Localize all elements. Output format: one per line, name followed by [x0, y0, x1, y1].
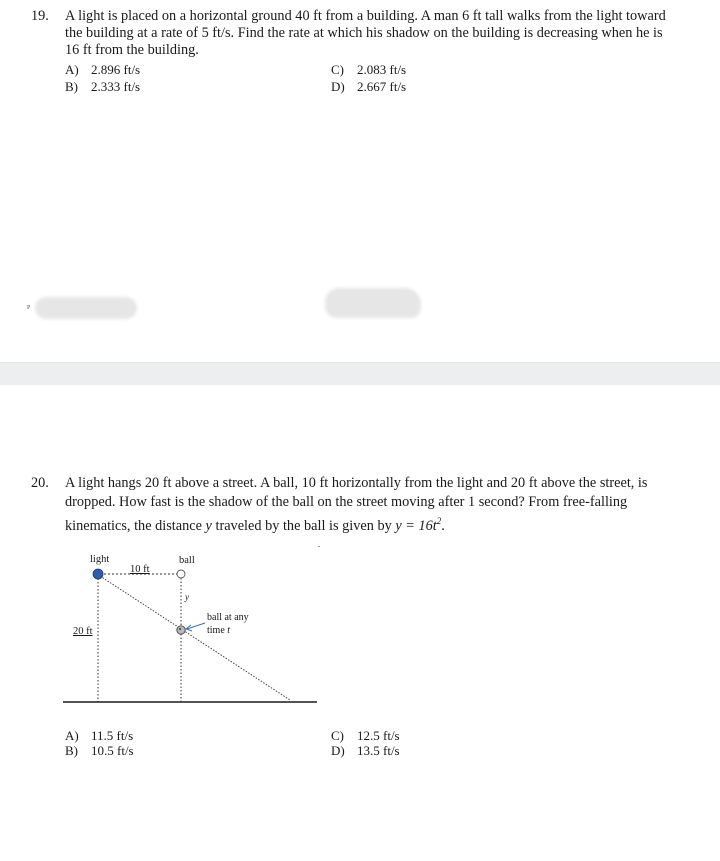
q19-option-c[interactable]: [331, 62, 406, 78]
option-text: 10.5 ft/s: [91, 743, 134, 758]
option-letter: D): [331, 79, 345, 94]
option-letter: A): [65, 62, 79, 77]
option-text: 11.5 ft/s: [91, 728, 134, 743]
q20-option-a[interactable]: [65, 728, 133, 744]
question-19-line-3: 16 ft from the building.: [65, 42, 199, 58]
ball-falling-icon: [177, 626, 185, 634]
question-19-number: 19.: [31, 8, 49, 24]
ball-at-time-label-line-2: [207, 625, 230, 637]
horizontal-distance-label: 10 ft: [130, 564, 150, 575]
line-text: traveled by the ball is given by: [211, 517, 396, 534]
question-20-number: 20.: [31, 475, 49, 491]
question-19-section: [0, 0, 720, 362]
ball-at-time-label-line-1: ball at any: [207, 612, 249, 623]
line-text: .: [441, 517, 445, 534]
option-letter: D): [331, 743, 345, 758]
q19-option-b[interactable]: [65, 79, 140, 95]
stray-mark: P: [27, 305, 31, 311]
ball-falling-icon-detail: [179, 628, 181, 630]
y-distance-label: y: [185, 592, 189, 602]
q19-option-a[interactable]: [65, 62, 140, 78]
option-text: 2.896 ft/s: [91, 62, 141, 77]
option-text: 2.333 ft/s: [91, 79, 141, 94]
diagram-graphic: [0, 385, 720, 861]
variable-y: y: [205, 517, 212, 534]
redaction-smudge-right: [325, 288, 421, 318]
ball-initial-icon: [177, 570, 185, 578]
question-19-line-1: A light is placed on a horizontal ground 40 ft from a building. A man 6 ft tall walks from the light toward: [65, 8, 666, 24]
option-text: 2.667 ft/s: [357, 79, 407, 94]
height-label: 20 ft: [73, 626, 93, 637]
option-text: 13.5 ft/s: [357, 743, 400, 758]
option-text: 2.083 ft/s: [357, 62, 407, 77]
question-19-line-2: the building at a rate of 5 ft/s. Find the rate at which his shadow on the building is decreasing when he is: [65, 25, 663, 41]
option-text: 12.5 ft/s: [357, 728, 400, 743]
option-letter: C): [331, 62, 344, 77]
q20-option-b[interactable]: [65, 743, 134, 759]
equation-exponent: 2: [436, 516, 442, 526]
question-20-line-1: A light hangs 20 ft above a street. A ball, 10 ft horizontally from the light and 20 ft above the street, is: [65, 475, 648, 491]
variable-t: t: [227, 625, 231, 636]
question-20-line-2: dropped. How fast is the shadow of the ball on the street moving after 1 second? From free-falling: [65, 494, 628, 510]
equation-text: y = 16t: [395, 517, 437, 534]
option-letter: C): [331, 728, 344, 743]
light-source-icon: [93, 569, 103, 579]
ball-label: ball: [179, 555, 195, 566]
redaction-smudge-left: [35, 297, 137, 319]
option-letter: A): [65, 728, 79, 743]
q20-option-c[interactable]: [331, 728, 400, 744]
light-ray-line: [100, 576, 290, 700]
q20-option-d[interactable]: [331, 743, 400, 759]
light-label: light: [90, 554, 110, 565]
option-letter: B): [65, 743, 78, 758]
label-text: time: [207, 625, 228, 636]
page-break: [0, 362, 720, 386]
q19-option-d[interactable]: [331, 79, 406, 95]
line-text: kinematics, the distance: [65, 517, 206, 534]
option-letter: B): [65, 79, 78, 94]
question-20-section: [0, 385, 720, 861]
